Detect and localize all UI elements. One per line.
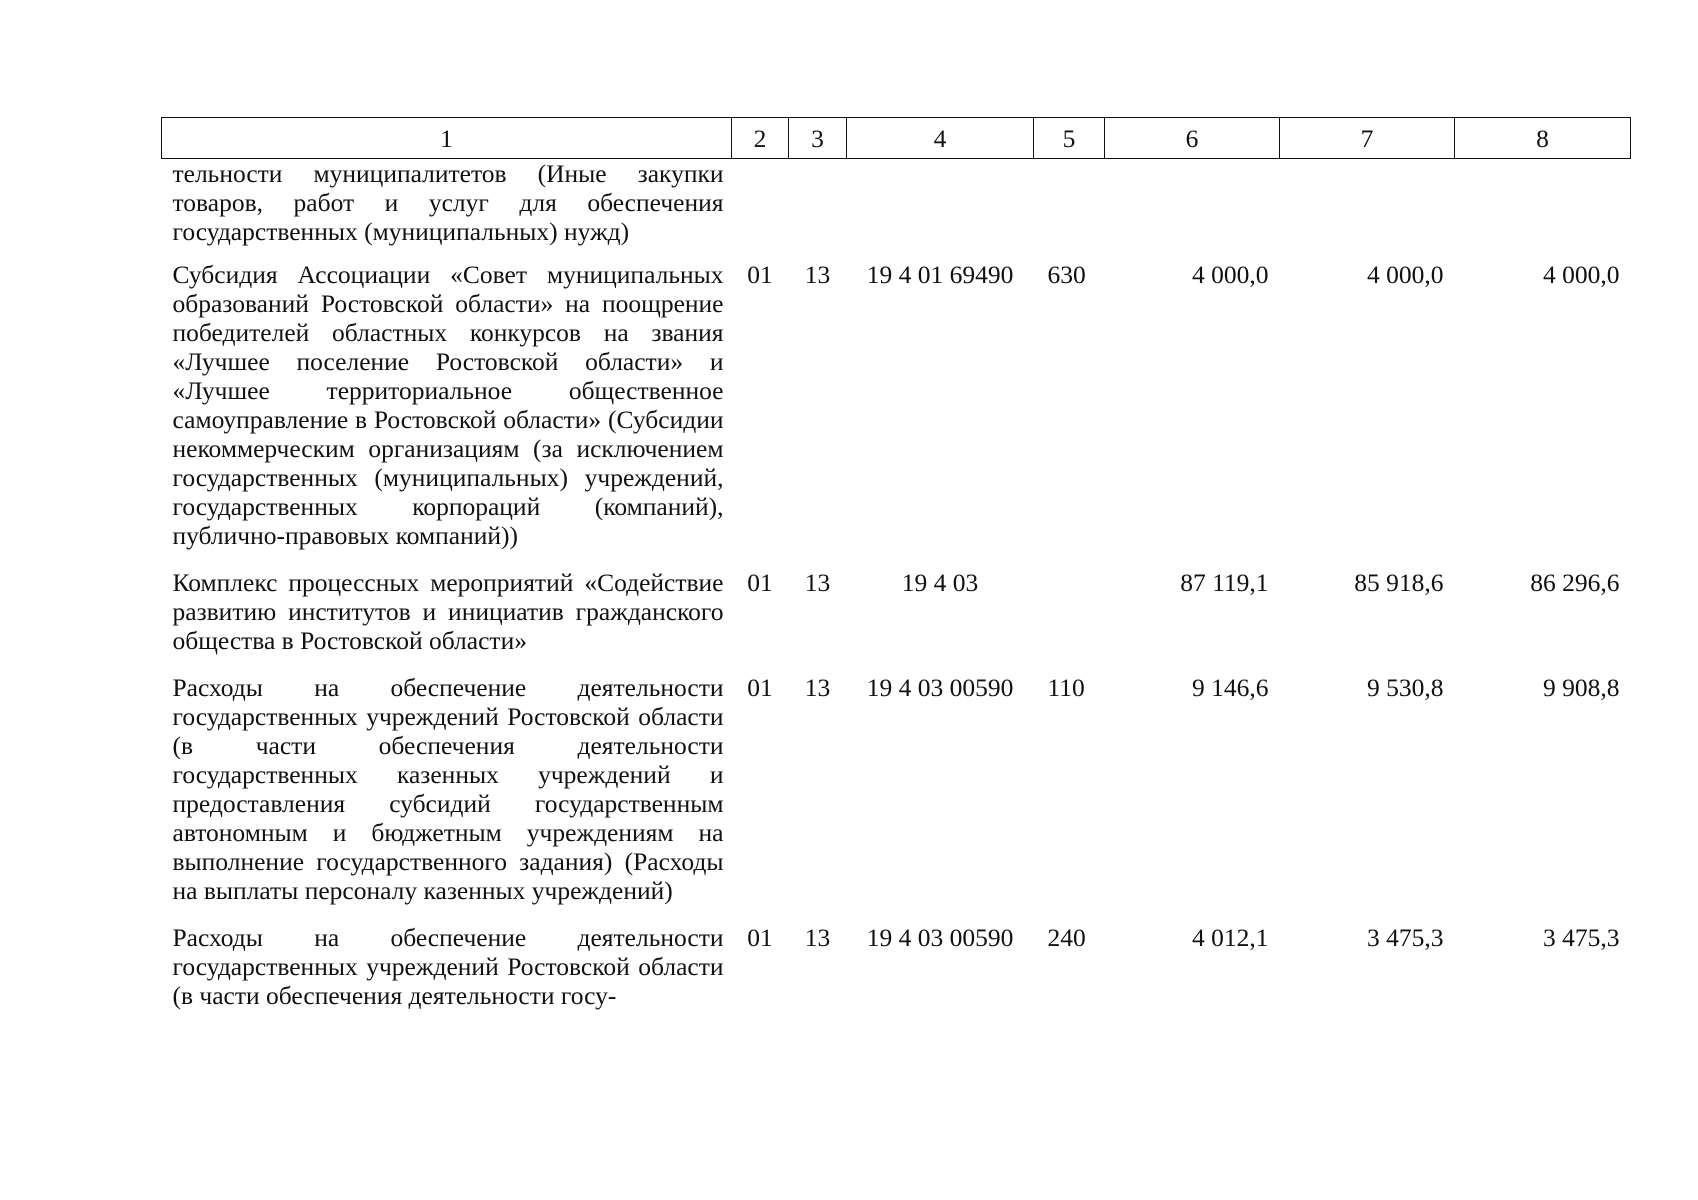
row-sum-3: 86 296,6 — [1530, 568, 1620, 597]
page-number-container — [0, 52, 1698, 82]
table-row — [162, 159, 1631, 261]
row-name-text: тельности муниципалитетов (Иные закупки товаров, работ и услуг для обеспечения государственных (муниципальных) нужд) — [172, 159, 724, 246]
row-sum-3 — [1455, 159, 1631, 261]
column-header-4: 4 — [847, 118, 1034, 159]
row-sum-2: 4 000,0 — [1367, 260, 1444, 289]
row-rz: 01 — [747, 260, 773, 289]
row-pr — [789, 159, 847, 261]
column-header-2: 2 — [732, 118, 789, 159]
table-row — [162, 568, 1631, 673]
row-csr: 19 4 01 69490 — [866, 260, 1014, 289]
row-name — [162, 673, 732, 923]
row-pr: 13 — [804, 260, 831, 289]
budget-table — [161, 117, 1631, 1028]
header-row — [162, 118, 1631, 159]
row-vr: 240 — [1047, 923, 1086, 952]
row-name — [162, 260, 732, 568]
column-header-3: 3 — [789, 118, 847, 159]
row-sum-2 — [1280, 159, 1455, 261]
row-name-text: Комплекс процессных мероприятий «Содействие развитию институтов и инициатив гражданского общества в Ростовской области» — [172, 568, 724, 655]
row-pr: 13 — [804, 673, 831, 702]
row-sum-2: 9 530,8 — [1367, 673, 1444, 702]
table-row — [162, 260, 1631, 568]
table-body — [162, 159, 1631, 1029]
row-sum-3: 4 000,0 — [1543, 260, 1620, 289]
row-csr: 19 4 03 — [901, 568, 979, 597]
column-header-5: 5 — [1034, 118, 1105, 159]
row-pr: 13 — [804, 923, 831, 952]
row-sum-3: 3 475,3 — [1543, 923, 1620, 952]
row-name — [162, 568, 732, 673]
column-header-6: 6 — [1105, 118, 1280, 159]
row-rz — [732, 159, 789, 261]
row-sum-1: 9 146,6 — [1192, 673, 1269, 702]
row-name-text: Субсидия Ассоциации «Совет муниципальных образований Ростовской области» на поощрение победителей областных конкурсов на звания «Лучшее поселение Ростовской области» и «Лучшее территориальное общественное самоуправление в Ростовской области» (Субсидии некоммерческим организациям (за исключением государственных (муниципальных) учреждений, государственных корпораций (компаний), публично-правовых компаний)) — [172, 260, 724, 550]
table-header — [162, 118, 1631, 159]
row-sum-3: 9 908,8 — [1543, 673, 1620, 702]
row-pr: 13 — [804, 568, 831, 597]
row-sum-1: 87 119,1 — [1180, 568, 1269, 597]
row-name-text: Расходы на обеспечение деятельности государственных учреждений Ростовской области (в части обеспечения деятельности государственных казенных учреждений и предоставления субсидий государственным автономным и бюджетным учреждениям на выполнение государственного задания) (Расходы на выплаты персоналу казенных учреждений) — [172, 673, 724, 905]
row-csr — [847, 159, 1034, 261]
page-number — [0, 52, 798, 82]
row-sum-1: 4 000,0 — [1192, 260, 1269, 289]
row-sum-1: 4 012,1 — [1192, 923, 1269, 952]
column-header-8: 8 — [1455, 118, 1631, 159]
row-vr: 110 — [1047, 673, 1085, 702]
row-name — [162, 159, 732, 261]
row-sum-2: 3 475,3 — [1367, 923, 1444, 952]
table-row — [162, 673, 1631, 923]
row-name-text: Расходы на обеспечение деятельности государственных учреждений Ростовской области (в части обеспечения деятельности госу- — [172, 923, 724, 1010]
row-vr — [1034, 568, 1105, 673]
row-sum-2: 85 918,6 — [1354, 568, 1444, 597]
row-name — [162, 923, 732, 1028]
row-csr: 19 4 03 00590 — [866, 673, 1014, 702]
row-rz: 01 — [747, 568, 773, 597]
row-sum-1 — [1105, 159, 1280, 261]
row-csr: 19 4 03 00590 — [866, 923, 1014, 952]
column-header-1: 1 — [162, 118, 732, 159]
row-vr — [1034, 159, 1105, 261]
table-row — [162, 923, 1631, 1028]
row-rz: 01 — [747, 673, 773, 702]
row-vr: 630 — [1047, 260, 1086, 289]
row-rz: 01 — [747, 923, 773, 952]
column-header-7: 7 — [1280, 118, 1455, 159]
